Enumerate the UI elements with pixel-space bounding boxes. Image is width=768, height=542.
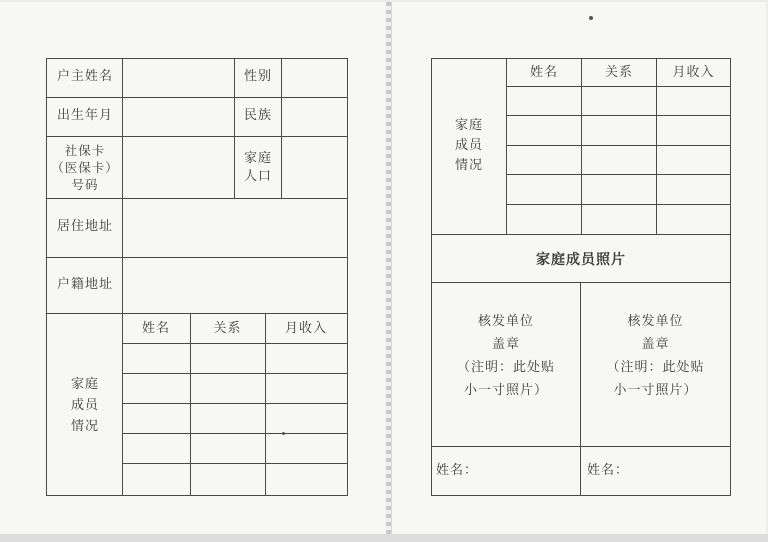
form-rule	[47, 313, 347, 314]
family-members-label: 家庭 成员 情况	[70, 377, 99, 434]
ethnicity-label: 民族	[243, 108, 272, 123]
photo-note-line1: （注明：此处贴	[606, 360, 705, 375]
form-rule	[47, 257, 347, 258]
photo-note-line1: （注明：此处贴	[456, 360, 555, 375]
ink-dot	[282, 432, 285, 435]
members-col-name: 姓名	[529, 65, 558, 80]
gender-label: 性别	[243, 69, 272, 84]
form-rule	[432, 234, 730, 235]
form-rule	[122, 403, 347, 404]
form-rule	[122, 463, 347, 464]
issuer-label: 核发单位	[477, 314, 534, 329]
form-rule	[507, 145, 730, 146]
photo-name-label: 姓名：	[436, 463, 479, 478]
registered-address-label: 户籍地址	[56, 277, 113, 292]
form-rule	[47, 198, 347, 199]
issuer-label: 核发单位	[627, 314, 684, 329]
members-col-name: 姓名	[141, 321, 170, 336]
members-col-relation: 关系	[604, 65, 633, 80]
photo-note-line2: 小一寸照片）	[613, 383, 698, 398]
members-col-income: 月收入	[672, 65, 715, 80]
members-col-income: 月收入	[284, 321, 327, 336]
form-rule	[281, 59, 282, 199]
social-security-card-label: 社保卡 （医保卡） 号码	[51, 143, 119, 192]
form-rule	[507, 174, 730, 175]
form-rule	[190, 314, 191, 495]
photo-note-line2: 小一寸照片）	[463, 383, 548, 398]
owner-name-label: 户主姓名	[56, 69, 113, 84]
seal-label: 盖章	[641, 337, 670, 352]
form-rule	[122, 373, 347, 374]
family-photos-title: 家庭成员照片	[536, 252, 626, 268]
form-rule	[47, 97, 347, 98]
members-col-relation: 关系	[213, 321, 242, 336]
form-rule	[507, 204, 730, 205]
household-size-label: 家庭 人口	[243, 151, 272, 184]
photo-name-label: 姓名：	[587, 463, 630, 478]
form-rule	[265, 314, 266, 495]
book-spine	[386, 2, 391, 534]
form-rule	[432, 446, 730, 447]
page-bottom-edge	[0, 534, 768, 542]
form-rule	[507, 115, 730, 116]
form-rule	[122, 343, 347, 344]
form-rule	[122, 59, 123, 495]
ink-dot	[589, 16, 593, 20]
family-members-label: 家庭 成员 情况	[454, 118, 483, 174]
residence-address-label: 居住地址	[56, 219, 113, 234]
birth-date-label: 出生年月	[56, 108, 113, 123]
form-rule	[47, 136, 347, 137]
seal-label: 盖章	[491, 337, 520, 352]
form-rule	[122, 433, 347, 434]
form-rule	[507, 86, 730, 87]
